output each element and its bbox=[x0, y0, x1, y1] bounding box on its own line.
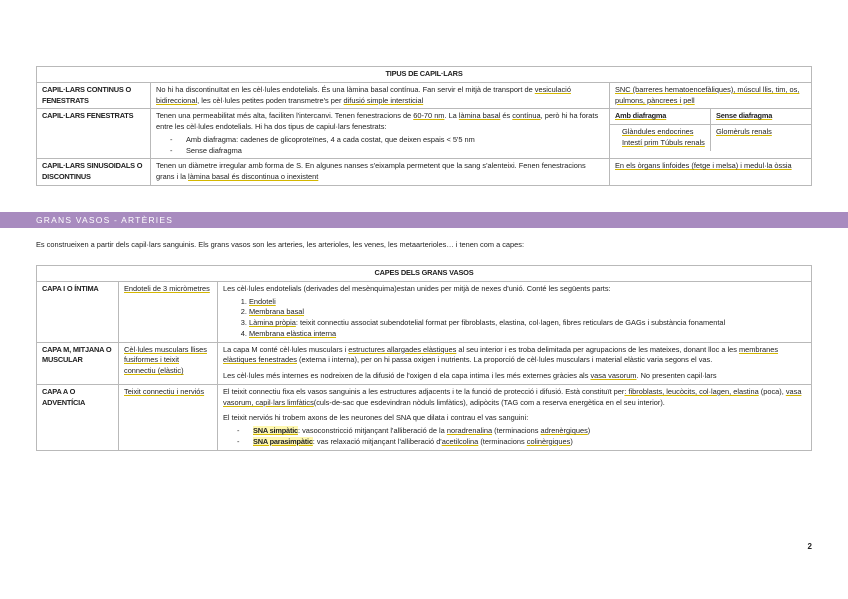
page-number: 2 bbox=[807, 542, 812, 551]
list-item: - Amb diafragma: cadenes de glicoproteïnes, 4 a cada costat, que deixen espais < 5'5 nm bbox=[186, 135, 604, 146]
row-location: En els òrgans linfoides (fetge i melsa) i medul·la òssia bbox=[610, 159, 812, 185]
list-item: 2. Membrana basal bbox=[249, 307, 806, 318]
fenestrated-types-list bbox=[156, 135, 604, 156]
row-description: Tenen un diàmetre irregular amb forma de S. En algunes nanses s'eixampla permetent que la sang s'alenteixi. Fenen fenestracions grans i la làmina basal és discontinua o inexistent bbox=[151, 159, 610, 185]
table-title: CAPES DELS GRANS VASOS bbox=[37, 266, 812, 282]
row-label: CAPIL·LARS SINUSOIDALS O DISCONTINUS bbox=[37, 159, 151, 185]
row-description: No hi ha discontinuïtat en les cèl·lules endotelials. És una làmina basal contínua. Fan servir el mitjà de transport de vesiculació bidireccional, les cèl·lules petites poden transmetre's per difusió simple intersticial bbox=[151, 83, 610, 109]
table-row bbox=[37, 159, 812, 185]
intima-parts-list bbox=[223, 297, 806, 340]
section-intro: Es construeixen a partir dels capil·lars sanguinis. Els grans vasos son les arteries, les arterioles, les venes, les metaarterioles… i tenen com a capes: bbox=[36, 240, 525, 249]
row-label: CAPA M, MITJANA O MUSCULAR bbox=[37, 342, 119, 384]
list-item: 1. Endoteli bbox=[249, 297, 806, 308]
list-item: - SNA parasimpàtic: vas relaxació mitjançant l'alliberació d'acetilcolina (terminacions colinèrgiques) bbox=[253, 437, 806, 448]
subtable-header: Amb diafragma bbox=[610, 109, 711, 124]
list-item: - Sense diafragma bbox=[186, 146, 604, 157]
row-composition: Cèl·lules musculars llises fusiformes i teixit connectiu (elàstic) bbox=[119, 342, 218, 384]
nervous-system-list bbox=[223, 426, 806, 447]
list-item: - SNA simpàtic: vasoconstricció mitjançant l'alliberació de la noradrenalina (terminacions adrenèrgiques) bbox=[253, 426, 806, 437]
subtable-cell: Glàndules endocrines Intestí prim Túbuls renals bbox=[610, 125, 711, 151]
row-label: CAPIL·LARS CONTINUS O FENESTRATS bbox=[37, 83, 151, 109]
table-row bbox=[37, 384, 812, 450]
row-composition: Endoteli de 3 micròmetres bbox=[119, 282, 218, 343]
list-item: 4. Membrana elàstica interna bbox=[249, 329, 806, 340]
row-description: La capa M conté cèl·lules musculars i estructures allargades elàstiques al seu interior i es troba delimitada per agrupacions de les mateixes, donant lloc a les membranes elàstiques fenestrades (externa i interna), per on hi passa oxigen i nutrients. La proporció de cèl·lules musculars i material elàstic varia segons el vas. Les cèl·lules més internes es nodreixen de la difusió de l'oxigen d ela capa intima i les més externes gràcies als vasa vasorum. No presenten capil·lars bbox=[218, 342, 812, 384]
list-item: 3. Làmina pròpia: teixit connectiu associat subendotelial format per fibroblasts, elastina, col·lagen, fibres reticulars de GAGs i substància fonamental bbox=[249, 318, 806, 329]
subtable-header: Sense diafragma bbox=[711, 109, 812, 124]
fenestrated-subtable bbox=[610, 109, 811, 150]
row-label: CAPA I O ÍNTIMA bbox=[37, 282, 119, 343]
row-location: SNC (barreres hematoencefàliques), múscul llis, tim, os, pulmons, pàncrees i pell bbox=[610, 83, 812, 109]
row-label: CAPIL·LARS FENESTRATS bbox=[37, 109, 151, 159]
table-row bbox=[37, 342, 812, 384]
fenestrated-subtable-cell bbox=[610, 109, 812, 159]
row-description: Les cèl·lules endotelials (derivades del mesènquima)estan unides per mitjà de nexes d'unió. Conté les següents parts: 1. Endoteli 2. Membrana basal 3. Làmina pròpia: teixit connectiu associat subendotelial format per fibroblasts, elastina, col·lagen, fibres reticulars de GAGs i substància fonamental 4. Membrana elàstica interna bbox=[218, 282, 812, 343]
capillary-types-table bbox=[36, 66, 812, 186]
table-title: TIPUS DE CAPIL·LARS bbox=[37, 67, 812, 83]
subtable-cell: Glomèruls renals bbox=[711, 125, 812, 151]
table-row bbox=[37, 109, 812, 159]
vessel-layers-table bbox=[36, 265, 812, 451]
section-banner: GRANS VASOS - ARTÈRIES bbox=[0, 212, 848, 228]
row-composition: Teixit connectiu i nerviós bbox=[119, 384, 218, 450]
row-description: Tenen una permeabilitat més alta, faciliten l'intercanvi. Tenen fenestracions de 60-70 nm. La làmina basal és contínua, però hi ha forats entre les cèl·lules endotelials. Hi ha dos tipus de capiul·lars fenestrats: - Amb diafragma: cadenes de glicoproteïnes, 4 a cada costat, que deixen espais < 5'5 nm - Sense diafragma bbox=[151, 109, 610, 159]
row-label: CAPA A O ADVENTÍCIA bbox=[37, 384, 119, 450]
table-row bbox=[37, 282, 812, 343]
table-row bbox=[37, 83, 812, 109]
row-description: El teixit connectiu fixa els vasos sanguinis a les estructures adjacents i te la funció de protecció i difusió. Està constituït per: fibroblasts, leucòcits, col·lagen, elastina (poca), vasa vasorum, capil·lars limfàtics(culs-de-sac que esdevindran nòduls limfàtics), adipòcits (TAG com a reserva energètica en el seu interior). El teixit nerviós hi trobem axons de les neurones del SNA que dilata i contrau el vas sanguini: - SNA simpàtic: vasoconstricció mitjançant l'alliberació de la noradrenalina (terminacions adrenèrgiques) - SNA parasimpàtic: vas relaxació mitjançant l'alliberació d'acetilcolina (terminacions colinèrgiques) bbox=[218, 384, 812, 450]
